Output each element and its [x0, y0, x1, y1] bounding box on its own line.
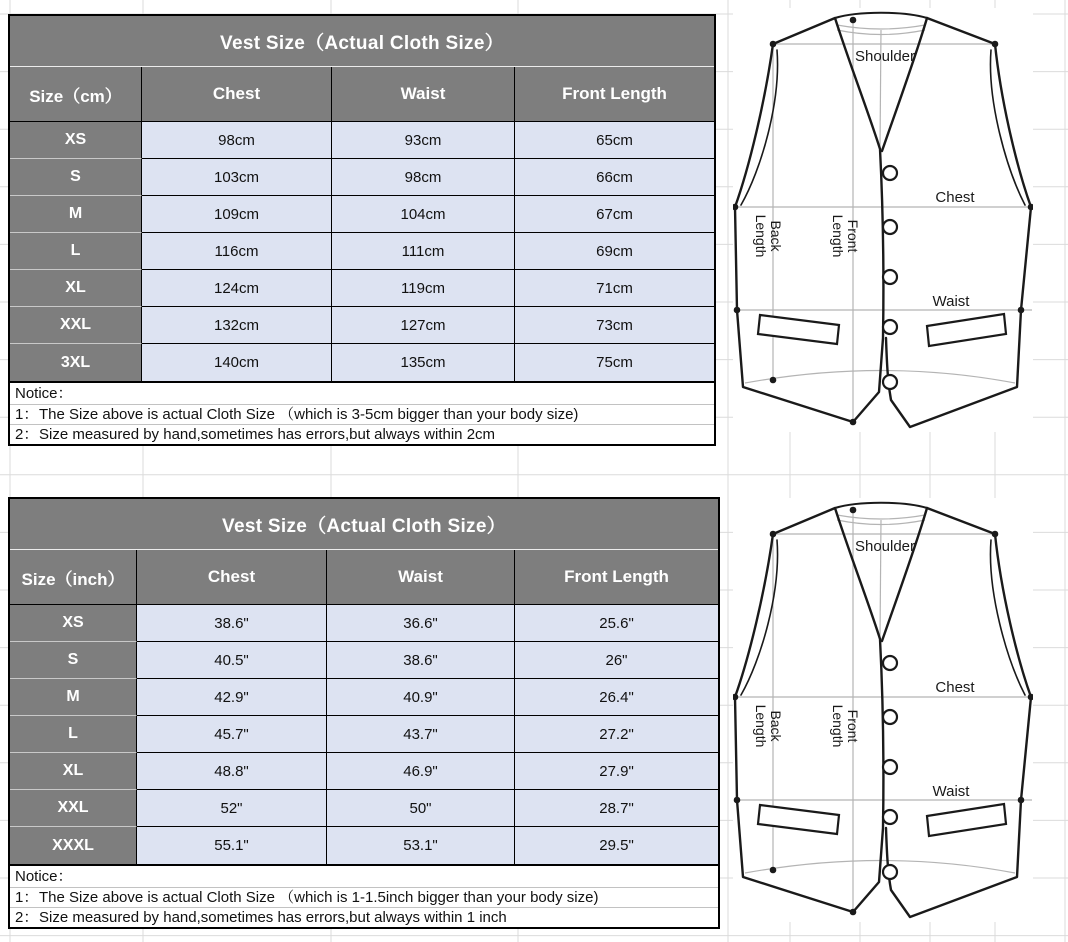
size-table	[10, 499, 718, 864]
button	[883, 166, 897, 180]
measurement-cell: 27.2"	[515, 716, 718, 753]
notice-item	[10, 405, 714, 425]
notice-item	[10, 888, 718, 908]
front-length-label	[830, 215, 861, 258]
measurement-cell: 103cm	[142, 159, 332, 196]
measurement-cell: 67cm	[515, 196, 714, 233]
table-row	[10, 122, 714, 159]
measurement-cell: 93cm	[332, 122, 515, 159]
vest-diagram-svg	[733, 498, 1033, 922]
button	[883, 760, 897, 774]
front-length-label-line: Front	[845, 219, 861, 253]
measurement-dot	[770, 867, 777, 874]
front-length-label-line: Length	[830, 214, 846, 258]
notice-item	[10, 908, 718, 927]
notice-heading: Notice：	[10, 866, 718, 888]
size-label-cell: S	[10, 159, 142, 196]
shoulder-label: Shoulder	[854, 48, 916, 65]
measurement-cell: 36.6"	[327, 605, 515, 642]
table-row	[10, 753, 718, 790]
chest-label: Chest	[935, 189, 975, 206]
measurement-dot	[992, 531, 999, 538]
table-row	[10, 716, 718, 753]
measurement-cell: 46.9"	[327, 753, 515, 790]
measurement-cell: 42.9"	[137, 679, 327, 716]
button	[883, 375, 897, 389]
measurement-cell: 140cm	[142, 344, 332, 381]
measurement-cell: 127cm	[332, 307, 515, 344]
notice-item-text: The Size above is actual Cloth Size （which is 3-5cm bigger than your body size)	[39, 406, 579, 423]
button	[883, 865, 897, 879]
size-label-cell: 3XL	[10, 344, 142, 381]
measurement-cell: 27.9"	[515, 753, 718, 790]
size-label-cell: XXL	[10, 307, 142, 344]
measurement-dot	[850, 507, 857, 514]
measurement-cell: 26"	[515, 642, 718, 679]
measurement-dot	[850, 17, 857, 24]
table-row	[10, 642, 718, 679]
size-panel-cm	[8, 14, 716, 446]
size-table-frame	[8, 14, 716, 383]
measurement-cell: 73cm	[515, 307, 714, 344]
measurement-cell: 48.8"	[137, 753, 327, 790]
table-row	[10, 679, 718, 716]
table-row	[10, 344, 714, 381]
notice-item-number: 2：	[15, 426, 39, 443]
back-length-label	[753, 215, 784, 258]
measurement-cell: 132cm	[142, 307, 332, 344]
vest-diagram-svg	[733, 8, 1033, 432]
size-label-cell: XS	[10, 605, 137, 642]
measurement-dot	[1018, 307, 1025, 314]
table-row	[10, 605, 718, 642]
front-length-label-line: Front	[845, 709, 861, 743]
measurement-cell: 53.1"	[327, 827, 515, 864]
button	[883, 320, 897, 334]
measurement-cell: 75cm	[515, 344, 714, 381]
measurement-cell: 98cm	[332, 159, 515, 196]
size-label-cell: XL	[10, 753, 137, 790]
size-table	[10, 16, 714, 381]
measurement-cell: 45.7"	[137, 716, 327, 753]
size-label-cell: XXXL	[10, 827, 137, 864]
button	[883, 810, 897, 824]
button	[883, 270, 897, 284]
button	[883, 710, 897, 724]
measurement-cell: 69cm	[515, 233, 714, 270]
vest-diagram-cm	[733, 8, 1033, 437]
size-panel-inch	[8, 497, 720, 929]
notice-item	[10, 425, 714, 444]
front-length-label-line: Length	[830, 704, 846, 748]
notice-item-number: 2：	[15, 909, 39, 926]
measurement-cell: 65cm	[515, 122, 714, 159]
measurement-cell: 38.6"	[327, 642, 515, 679]
measurement-cell: 71cm	[515, 270, 714, 307]
column-header: Waist	[327, 550, 515, 605]
notice-item-text: Size measured by hand,sometimes has errors,but always within 2cm	[39, 426, 496, 443]
notice-item-text: Size measured by hand,sometimes has errors,but always within 1 inch	[39, 909, 507, 926]
size-label-cell: XS	[10, 122, 142, 159]
table-title: Vest Size（Actual Cloth Size）	[10, 16, 714, 67]
button	[883, 656, 897, 670]
column-header: Size（cm）	[10, 67, 142, 122]
size-label-cell: L	[10, 233, 142, 270]
measurement-cell: 28.7"	[515, 790, 718, 827]
measurement-cell: 26.4"	[515, 679, 718, 716]
measurement-dot	[734, 307, 741, 314]
measurement-cell: 124cm	[142, 270, 332, 307]
size-label-cell: XXL	[10, 790, 137, 827]
measurement-dot	[1018, 797, 1025, 804]
table-row	[10, 159, 714, 196]
measurement-cell: 109cm	[142, 196, 332, 233]
measurement-dot	[992, 41, 999, 48]
notice-item-text: The Size above is actual Cloth Size （which is 1-1.5inch bigger than your body size)	[39, 889, 599, 906]
notice-item-number: 1：	[15, 889, 39, 906]
measurement-cell: 104cm	[332, 196, 515, 233]
size-label-cell: S	[10, 642, 137, 679]
chest-label: Chest	[935, 679, 975, 696]
measurement-cell: 55.1"	[137, 827, 327, 864]
notice-item-number: 1：	[15, 406, 39, 423]
measurement-cell: 98cm	[142, 122, 332, 159]
front-length-label	[830, 705, 861, 748]
button	[883, 220, 897, 234]
vest-diagram-inch	[733, 498, 1033, 927]
table-row	[10, 827, 718, 864]
measurement-dot	[734, 797, 741, 804]
measurement-dot	[770, 377, 777, 384]
measurement-cell: 135cm	[332, 344, 515, 381]
measurement-cell: 40.9"	[327, 679, 515, 716]
shoulder-label: Shoulder	[854, 538, 916, 555]
measurement-cell: 40.5"	[137, 642, 327, 679]
size-label-cell: L	[10, 716, 137, 753]
notice-heading: Notice：	[10, 383, 714, 405]
measurement-dot	[850, 909, 857, 916]
table-row	[10, 233, 714, 270]
measurement-cell: 66cm	[515, 159, 714, 196]
column-header: Chest	[137, 550, 327, 605]
measurement-dot	[770, 41, 777, 48]
column-header: Front Length	[515, 67, 714, 122]
table-row	[10, 790, 718, 827]
table-title: Vest Size（Actual Cloth Size）	[10, 499, 718, 550]
back-length-label-line: Length	[753, 214, 769, 258]
measurement-cell: 25.6"	[515, 605, 718, 642]
back-length-label	[753, 705, 784, 748]
measurement-cell: 52"	[137, 790, 327, 827]
measurement-cell: 43.7"	[327, 716, 515, 753]
table-row	[10, 307, 714, 344]
column-header: Chest	[142, 67, 332, 122]
back-length-label-line: Length	[753, 704, 769, 748]
back-length-label-line: Back	[768, 220, 784, 252]
column-header: Front Length	[515, 550, 718, 605]
measurement-cell: 119cm	[332, 270, 515, 307]
back-length-label-line: Back	[768, 710, 784, 742]
table-row	[10, 196, 714, 233]
size-label-cell: XL	[10, 270, 142, 307]
measurement-cell: 29.5"	[515, 827, 718, 864]
notice-box	[8, 383, 716, 446]
column-header: Waist	[332, 67, 515, 122]
size-label-cell: M	[10, 196, 142, 233]
waist-label: Waist	[932, 293, 970, 310]
size-label-cell: M	[10, 679, 137, 716]
measurement-cell: 111cm	[332, 233, 515, 270]
waist-label: Waist	[932, 783, 970, 800]
measurement-cell: 116cm	[142, 233, 332, 270]
size-table-frame	[8, 497, 720, 866]
measurement-cell: 38.6"	[137, 605, 327, 642]
table-row	[10, 270, 714, 307]
measurement-dot	[850, 419, 857, 426]
notice-box	[8, 866, 720, 929]
column-header: Size（inch）	[10, 550, 137, 605]
measurement-dot	[770, 531, 777, 538]
measurement-cell: 50"	[327, 790, 515, 827]
